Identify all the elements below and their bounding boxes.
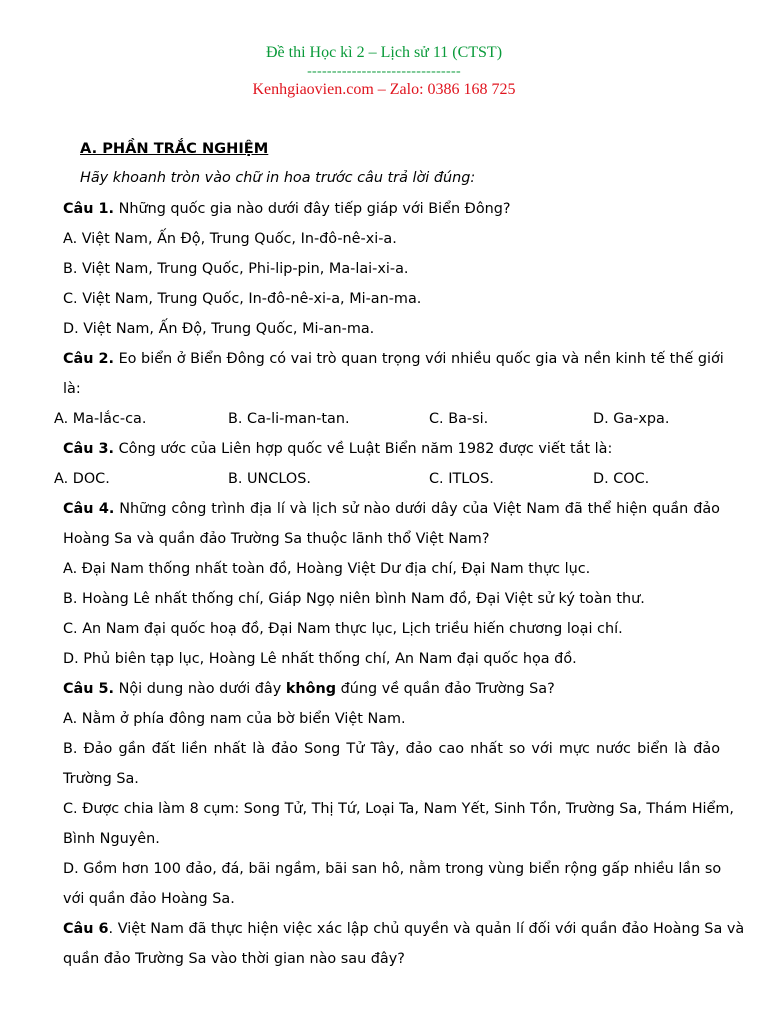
question-2-text-cont: là: — [63, 381, 81, 397]
question-5-option-c-cont: Bình Nguyên. — [63, 831, 160, 847]
question-5-text-end: đúng về quần đảo Trường Sa? — [336, 681, 555, 697]
question-2-option-c: C. Ba-si. — [429, 411, 489, 427]
question-4-option-d: D. Phủ biên tạp lục, Hoàng Lê nhất thống chí, An Nam đại quốc họa đồ. — [63, 651, 577, 667]
question-5-emphasis: không — [285, 681, 337, 697]
question-6-text-cont: quần đảo Trường Sa vào thời gian nào sau đây? — [63, 951, 405, 967]
question-4-text: Những công trình địa lí và lịch sử nào dưới dây của Việt Nam đã thể hiện quần đảo — [114, 501, 720, 517]
title-divider: ------------------------------- — [307, 64, 461, 79]
question-5-option-b: B. Đảo gần đất liền nhất là đảo Song Tử Tây, đảo cao nhất so với mực nước biển là đảo — [63, 741, 720, 757]
question-1-label: Câu 1. — [63, 201, 115, 217]
question-4-label: Câu 4. — [63, 501, 115, 517]
document-title: Đề thi Học kì 2 – Lịch sử 11 (CTST) — [265, 44, 503, 61]
question-3-option-c: C. ITLOS. — [429, 471, 494, 487]
section-a-title: A. PHẦN TRẮC NGHIỆM — [80, 140, 269, 157]
question-3-option-b: B. UNCLOS. — [228, 471, 311, 487]
question-2-text: Eo biển ở Biển Đông có vai trò quan trọng với nhiều quốc gia và nền kinh tế thế giới — [114, 351, 724, 367]
question-6-text: . Việt Nam đã thực hiện việc xác lập chủ quyền và quản lí đối với quần đảo Hoàng Sa và — [108, 921, 745, 937]
question-4-option-c: C. An Nam đại quốc hoạ đồ, Đại Nam thực lục, Lịch triều hiến chương loại chí. — [63, 621, 623, 637]
question-5-option-a: A. Nằm ở phía đông nam của bờ biển Việt Nam. — [63, 711, 406, 727]
question-3-text: Công ước của Liên hợp quốc về Luật Biển năm 1982 được viết tắt là: — [114, 441, 613, 457]
question-2-option-b: B. Ca-li-man-tan. — [228, 411, 350, 427]
question-3-label: Câu 3. — [63, 441, 115, 457]
question-6 — [63, 921, 745, 937]
question-4-text-cont: Hoàng Sa và quần đảo Trường Sa thuộc lãnh thổ Việt Nam? — [63, 531, 490, 547]
question-1-option-c: C. Việt Nam, Trung Quốc, In-đô-nê-xi-a, Mi-an-ma. — [63, 291, 422, 307]
question-1-option-a: A. Việt Nam, Ấn Độ, Trung Quốc, In-đô-nê-xi-a. — [63, 231, 397, 247]
question-5-option-b-cont: Trường Sa. — [63, 771, 139, 787]
question-4-option-a: A. Đại Nam thống nhất toàn đồ, Hoàng Việt Dư địa chí, Đại Nam thực lục. — [63, 561, 591, 577]
contact-line: Kenhgiaovien.com – Zalo: 0386 168 725 — [252, 81, 516, 98]
section-a-instruction: Hãy khoanh tròn vào chữ in hoa trước câu trả lời đúng: — [80, 170, 476, 186]
question-4-option-b: B. Hoàng Lê nhất thống chí, Giáp Ngọ niên bình Nam đồ, Đại Việt sử ký toàn thư. — [63, 591, 645, 607]
question-1-option-d: D. Việt Nam, Ấn Độ, Trung Quốc, Mi-an-ma. — [63, 321, 375, 337]
question-1-text: Những quốc gia nào dưới đây tiếp giáp với Biển Đông? — [114, 201, 511, 217]
question-5-option-d: D. Gồm hơn 100 đảo, đá, bãi ngầm, bãi san hô, nằm trong vùng biển rộng gấp nhiều lần so — [63, 861, 722, 877]
question-6-label: Câu 6 — [63, 921, 109, 937]
question-5-label: Câu 5. — [63, 681, 115, 697]
question-3 — [63, 441, 612, 457]
question-4 — [63, 501, 720, 517]
question-3-option-d: D. COC. — [593, 471, 650, 487]
question-5-option-c: C. Được chia làm 8 cụm: Song Tử, Thị Tứ, Loại Ta, Nam Yết, Sinh Tồn, Trường Sa, Thám Hiểm, — [63, 801, 734, 817]
question-5-text: Nội dung nào dưới đây — [114, 681, 286, 697]
question-5 — [63, 681, 555, 697]
question-3-option-a: A. DOC. — [54, 471, 110, 487]
question-2-option-a: A. Ma-lắc-ca. — [54, 411, 147, 427]
question-2 — [63, 351, 724, 367]
question-2-option-d: D. Ga-xpa. — [593, 411, 670, 427]
question-1-option-b: B. Việt Nam, Trung Quốc, Phi-lip-pin, Ma-lai-xi-a. — [63, 261, 409, 277]
question-5-option-d-cont: với quần đảo Hoàng Sa. — [63, 891, 235, 907]
question-2-label: Câu 2. — [63, 351, 115, 367]
question-1 — [63, 201, 511, 217]
